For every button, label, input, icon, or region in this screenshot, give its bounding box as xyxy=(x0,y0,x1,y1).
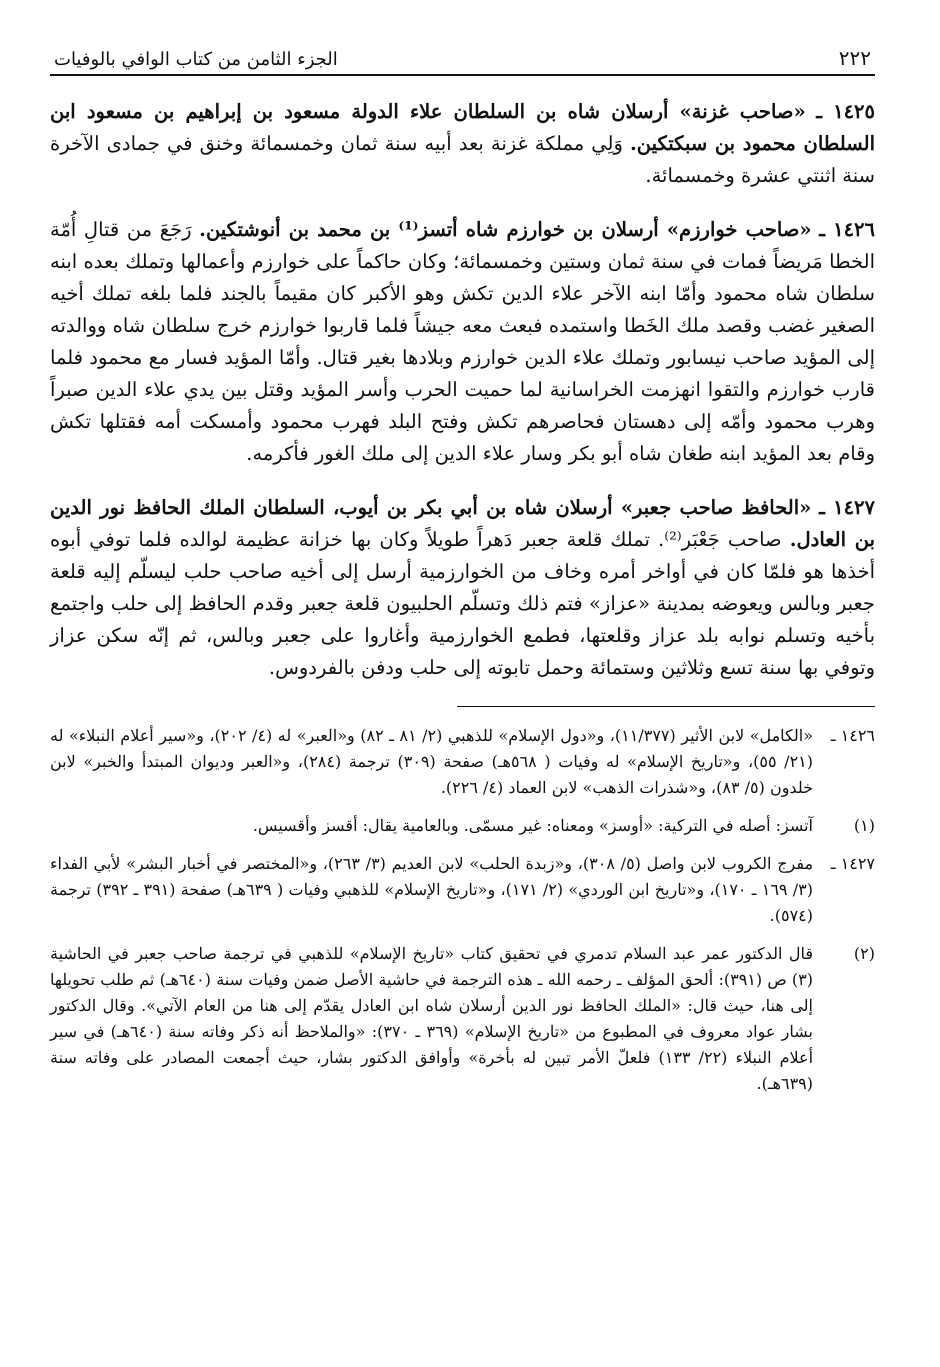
footnotes xyxy=(50,723,875,1097)
footnote-text: مفرج الكروب لابن واصل (٥/ ٣٠٨)، و«زبدة الحلب» لابن العديم (٣/ ٢٦٣)، و«المختصر في أخبار البشر» لأبي الفداء (٣/ ١٦٩ ـ ١٧٠)، و«تاريخ ابن الوردي» (٢/ ١٧١)، و«تاريخ الإسلام» للذهبي وفيات ( ٦٣٩هـ) صفحة (٣٩١ ـ ٣٩٢) ترجمة (٥٧٤). xyxy=(50,854,814,925)
entry-title: «صاحب غزنة» أرسلان شاه بن السلطان علاء الدولة مسعود بن إبراهيم بن مسعود ابن السلطان محمود بن سبكتكين. xyxy=(50,100,875,155)
footnote-text: آتسز: أصله في التركية: «أوسز» ومعناه: غير مسمّى. وبالعامية يقال: أقسز وأقسيس. xyxy=(252,816,813,835)
entry-1426 xyxy=(50,214,875,470)
entry-text: وَلِي مملكة غزنة بعد أبيه سنة ثمان وخمسمائة وخنق في جمادى الآخرة سنة اثنتي عشرة وخمسمائة. xyxy=(50,132,875,187)
book-page xyxy=(50,40,875,1340)
entry-number: ١٤٢٦ ـ xyxy=(819,218,875,241)
footnote-text: قال الدكتور عمر عبد السلام تدمري في تحقيق كتاب «تاريخ الإسلام» للذهبي في ترجمة صاحب جعبر في الحاشية (٣) ص (٣٩١): ألحق المؤلف ـ رحمه الله ـ هذه الترجمة في حاشية الأصل ضمن وفيات سنة (٦٤٠هـ) ثم طلب تحويلها إلى هنا، حيث قال: «الملك الحافظ نور الدين أرسلان شاه ابن العادل يقدّم إلى هنا من العام الآتي». وقال الدكتور بشار عواد معروف في المطبوع من «تاريخ الإسلام» (٣٦٩ ـ ٣٧٠): «والملاحظ أنه ذكر وفاته سنة (٦٤٠هـ) في سير أعلام النبلاء (٢٢/ ١٣٣) فلعلّ الأمر تبين له بأخرة» وأوافق الدكتور بشار، حيث أجمعت المصادر على وفاته سنة (٦٣٩هـ). xyxy=(50,944,814,1093)
main-text xyxy=(50,96,875,684)
footnote-marker: ١٤٢٦ ـ xyxy=(830,726,875,745)
footnote-marker: (٢) xyxy=(853,944,875,963)
footnote-2 xyxy=(50,941,875,1097)
footnote-1426 xyxy=(50,723,875,801)
footnote-marker: ١٤٢٧ ـ xyxy=(830,854,875,873)
footnote-divider xyxy=(457,706,875,707)
entry-number: ١٤٢٧ ـ xyxy=(819,496,875,519)
footnote-1 xyxy=(50,813,875,839)
footnote-1427 xyxy=(50,851,875,929)
running-title: الجزء الثامن من كتاب الوافي بالوفيات xyxy=(54,49,338,70)
entry-title: «الحافظ صاحب جعبر» أرسلان شاه بن أبي بكر بن أيوب، السلطان الملك الحافظ نور الدين بن العادل. xyxy=(50,496,875,551)
page-number: ٢٢٢ xyxy=(838,46,871,70)
entry-text: رَجَعَ من قتالِ أُمّة الخطا مَريضاً فمات في سنة ثمان وستين وخمسمائة؛ وكان حاكماً على خوارزم وأعمالها وتملك بعده ابنه سلطان شاه محمود وأمّا ابنه الآخر علاء الدين تكش وهو الأكبر كان مقيماً بالجند فلما بلغه تملك أخيه الصغير غضب وقصد ملك الخَطا واستمده فبعث معه جيشاً فلما قاربوا خوارزم خرج سلطان شاه ووالدته إلى المؤيد صاحب نيسابور وتملك علاء الدين خوارزم وبلادها بغير قتال. وأمّا المؤيد فسار مع محمود فلما قارب خوارزم والتقوا انهزمت الخراسانية لما حميت الحرب وأسر المؤيد وقتل بين يدي علاء الدين صبراً وهرب محمود وأمّه إلى دهستان فحاصرهم تكش وفتح البلد فهرب محمود وأمسكت أمه فقتلها تكش وقام بعد المؤيد ابنه طغان شاه أبو بكر وسار علاء الدين إلى ملك الغور فأكرمه. xyxy=(50,218,875,465)
entry-number: ١٤٢٥ ـ xyxy=(816,100,875,123)
entry-title: «صاحب خوارزم» أرسلان بن خوارزم شاه أتسز⁽¹⁾ بن محمد بن أنوشتكين. xyxy=(199,218,812,241)
footnote-marker: (١) xyxy=(853,816,875,835)
page-header xyxy=(50,40,875,76)
entry-1427 xyxy=(50,492,875,684)
entry-text: صاحب جَعْبَر⁽²⁾. تملك قلعة جعبر دَهراً طويلاً وكان بها خزانة عظيمة لوالده فلما توفي أبوه أخذها هو فلمّا كان في أواخر أمره وخاف من الخوارزمية أرسل إلى أخيه صاحب حلب ليسلّم إليه قلعة جعبر وبالس ويعوضه بمدينة «عزاز» فتم ذلك وتسلّم الحلبيون قلعة جعبر وقدم الحافظ إلى حلب واجتمع بأخيه وتسلم نوابه بلد عزاز وقلعتها، فطمع الخوارزمية وأغاروا على جعبر وبالس، ثم إنّه سكن عزاز وتوفي بها سنة تسع وثلاثين وستمائة وحمل تابوته إلى حلب ودفن بالفردوس. xyxy=(50,528,875,679)
entry-1425 xyxy=(50,96,875,192)
footnote-text: «الكامل» لابن الأثير (١١/٣٧٧)، و«دول الإسلام» للذهبي (٢/ ٨١ ـ ٨٢) و«العبر» له (٤/ ٢٠٢)، و«سير أعلام النبلاء» له (٢١/ ٥٥)، و«تاريخ الإسلام» له وفيات ( ٥٦٨هـ) صفحة (٣٠٩) ترجمة (٢٨٤)، و«العبر وديوان المبتدأ والخبر» لابن خلدون (٥/ ٨٣)، و«شذرات الذهب» لابن العماد (٤/ ٢٢٦). xyxy=(50,726,814,797)
